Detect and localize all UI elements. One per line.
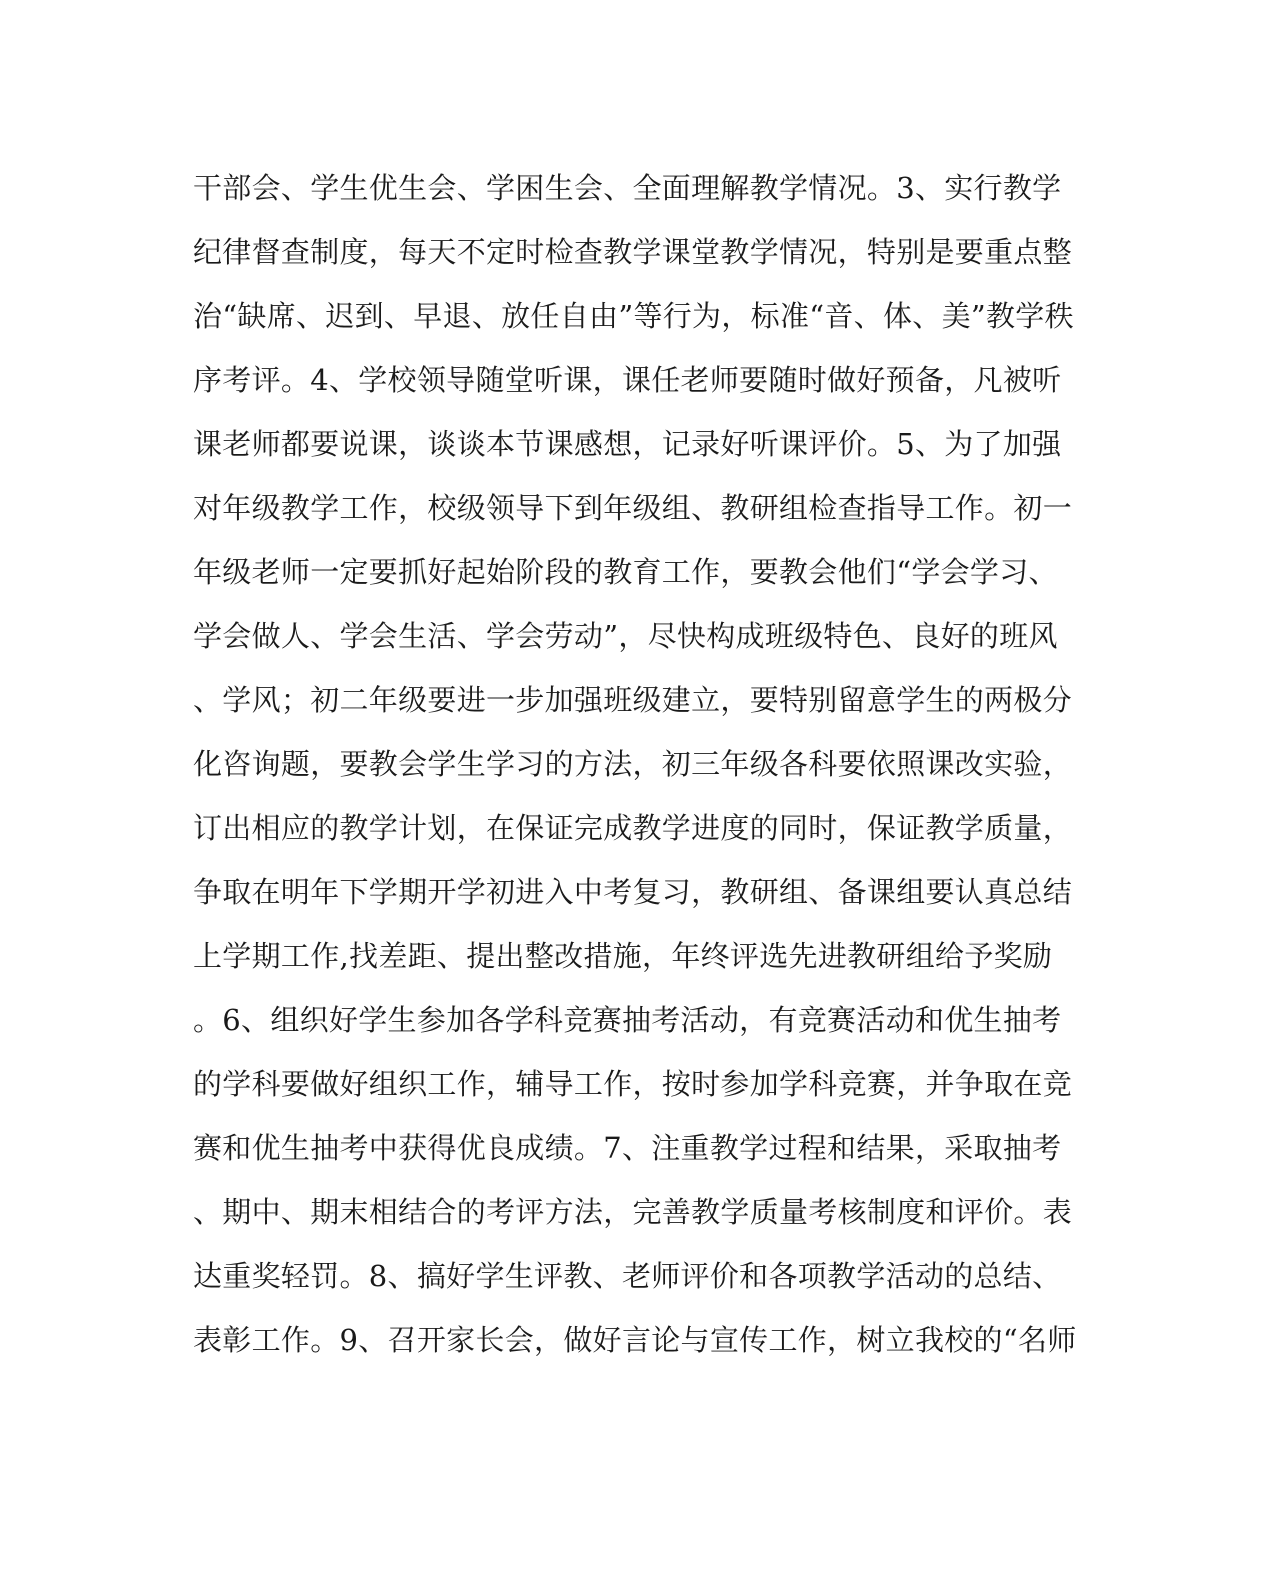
- text-line: 争取在明年下学期开学初进入中考复习，教研组、备课组要认真总结: [193, 875, 1073, 909]
- body-text: [193, 163, 1077, 1379]
- text-line: 表彰工作。9、召开家长会，做好言论与宣传工作，树立我校的“名师: [193, 1323, 1077, 1357]
- text-line: 纪律督查制度，每天不定时检查教学课堂教学情况，特别是要重点整: [193, 235, 1073, 269]
- text-line: 的学科要做好组织工作，辅导工作，按时参加学科竞赛，并争取在竞: [193, 1067, 1073, 1101]
- text-line: 序考评。4、学校领导随堂听课，课任老师要随时做好预备，凡被听: [193, 363, 1062, 397]
- text-line: 课老师都要说课，谈谈本节课感想，记录好听课评价。5、为了加强: [193, 427, 1062, 461]
- text-line: 、期中、期末相结合的考评方法，完善教学质量考核制度和评价。表: [193, 1195, 1073, 1229]
- text-line: 上学期工作,找差距、提出整改措施，年终评选先进教研组给予奖励: [193, 939, 1053, 973]
- text-line: 年级老师一定要抓好起始阶段的教育工作，要教会他们“学会学习、: [193, 555, 1058, 589]
- text-line: 化咨询题，要教会学生学习的方法，初三年级各科要依照课改实验，: [193, 747, 1073, 781]
- text-line: 、学风；初二年级要进一步加强班级建立，要特别留意学生的两极分: [193, 683, 1073, 717]
- text-line: 治“缺席、迟到、早退、放任自由”等行为，标准“音、体、美”教学秩: [193, 299, 1074, 333]
- text-line: 干部会、学生优生会、学困生会、全面理解教学情况。3、实行教学: [193, 171, 1062, 205]
- text-line: 学会做人、学会生活、学会劳动”，尽快构成班级特色、良好的班风: [193, 619, 1058, 653]
- text-line: 。6、组织好学生参加各学科竞赛抽考活动，有竞赛活动和优生抽考: [193, 1003, 1062, 1037]
- text-line: 赛和优生抽考中获得优良成绩。7、注重教学过程和结果，采取抽考: [193, 1131, 1062, 1165]
- text-line: 达重奖轻罚。8、搞好学生评教、老师评价和各项教学活动的总结、: [193, 1259, 1062, 1293]
- text-line: 订出相应的教学计划，在保证完成教学进度的同时，保证教学质量，: [193, 811, 1073, 845]
- text-line: 对年级教学工作，校级领导下到年级组、教研组检查指导工作。初一: [193, 491, 1073, 525]
